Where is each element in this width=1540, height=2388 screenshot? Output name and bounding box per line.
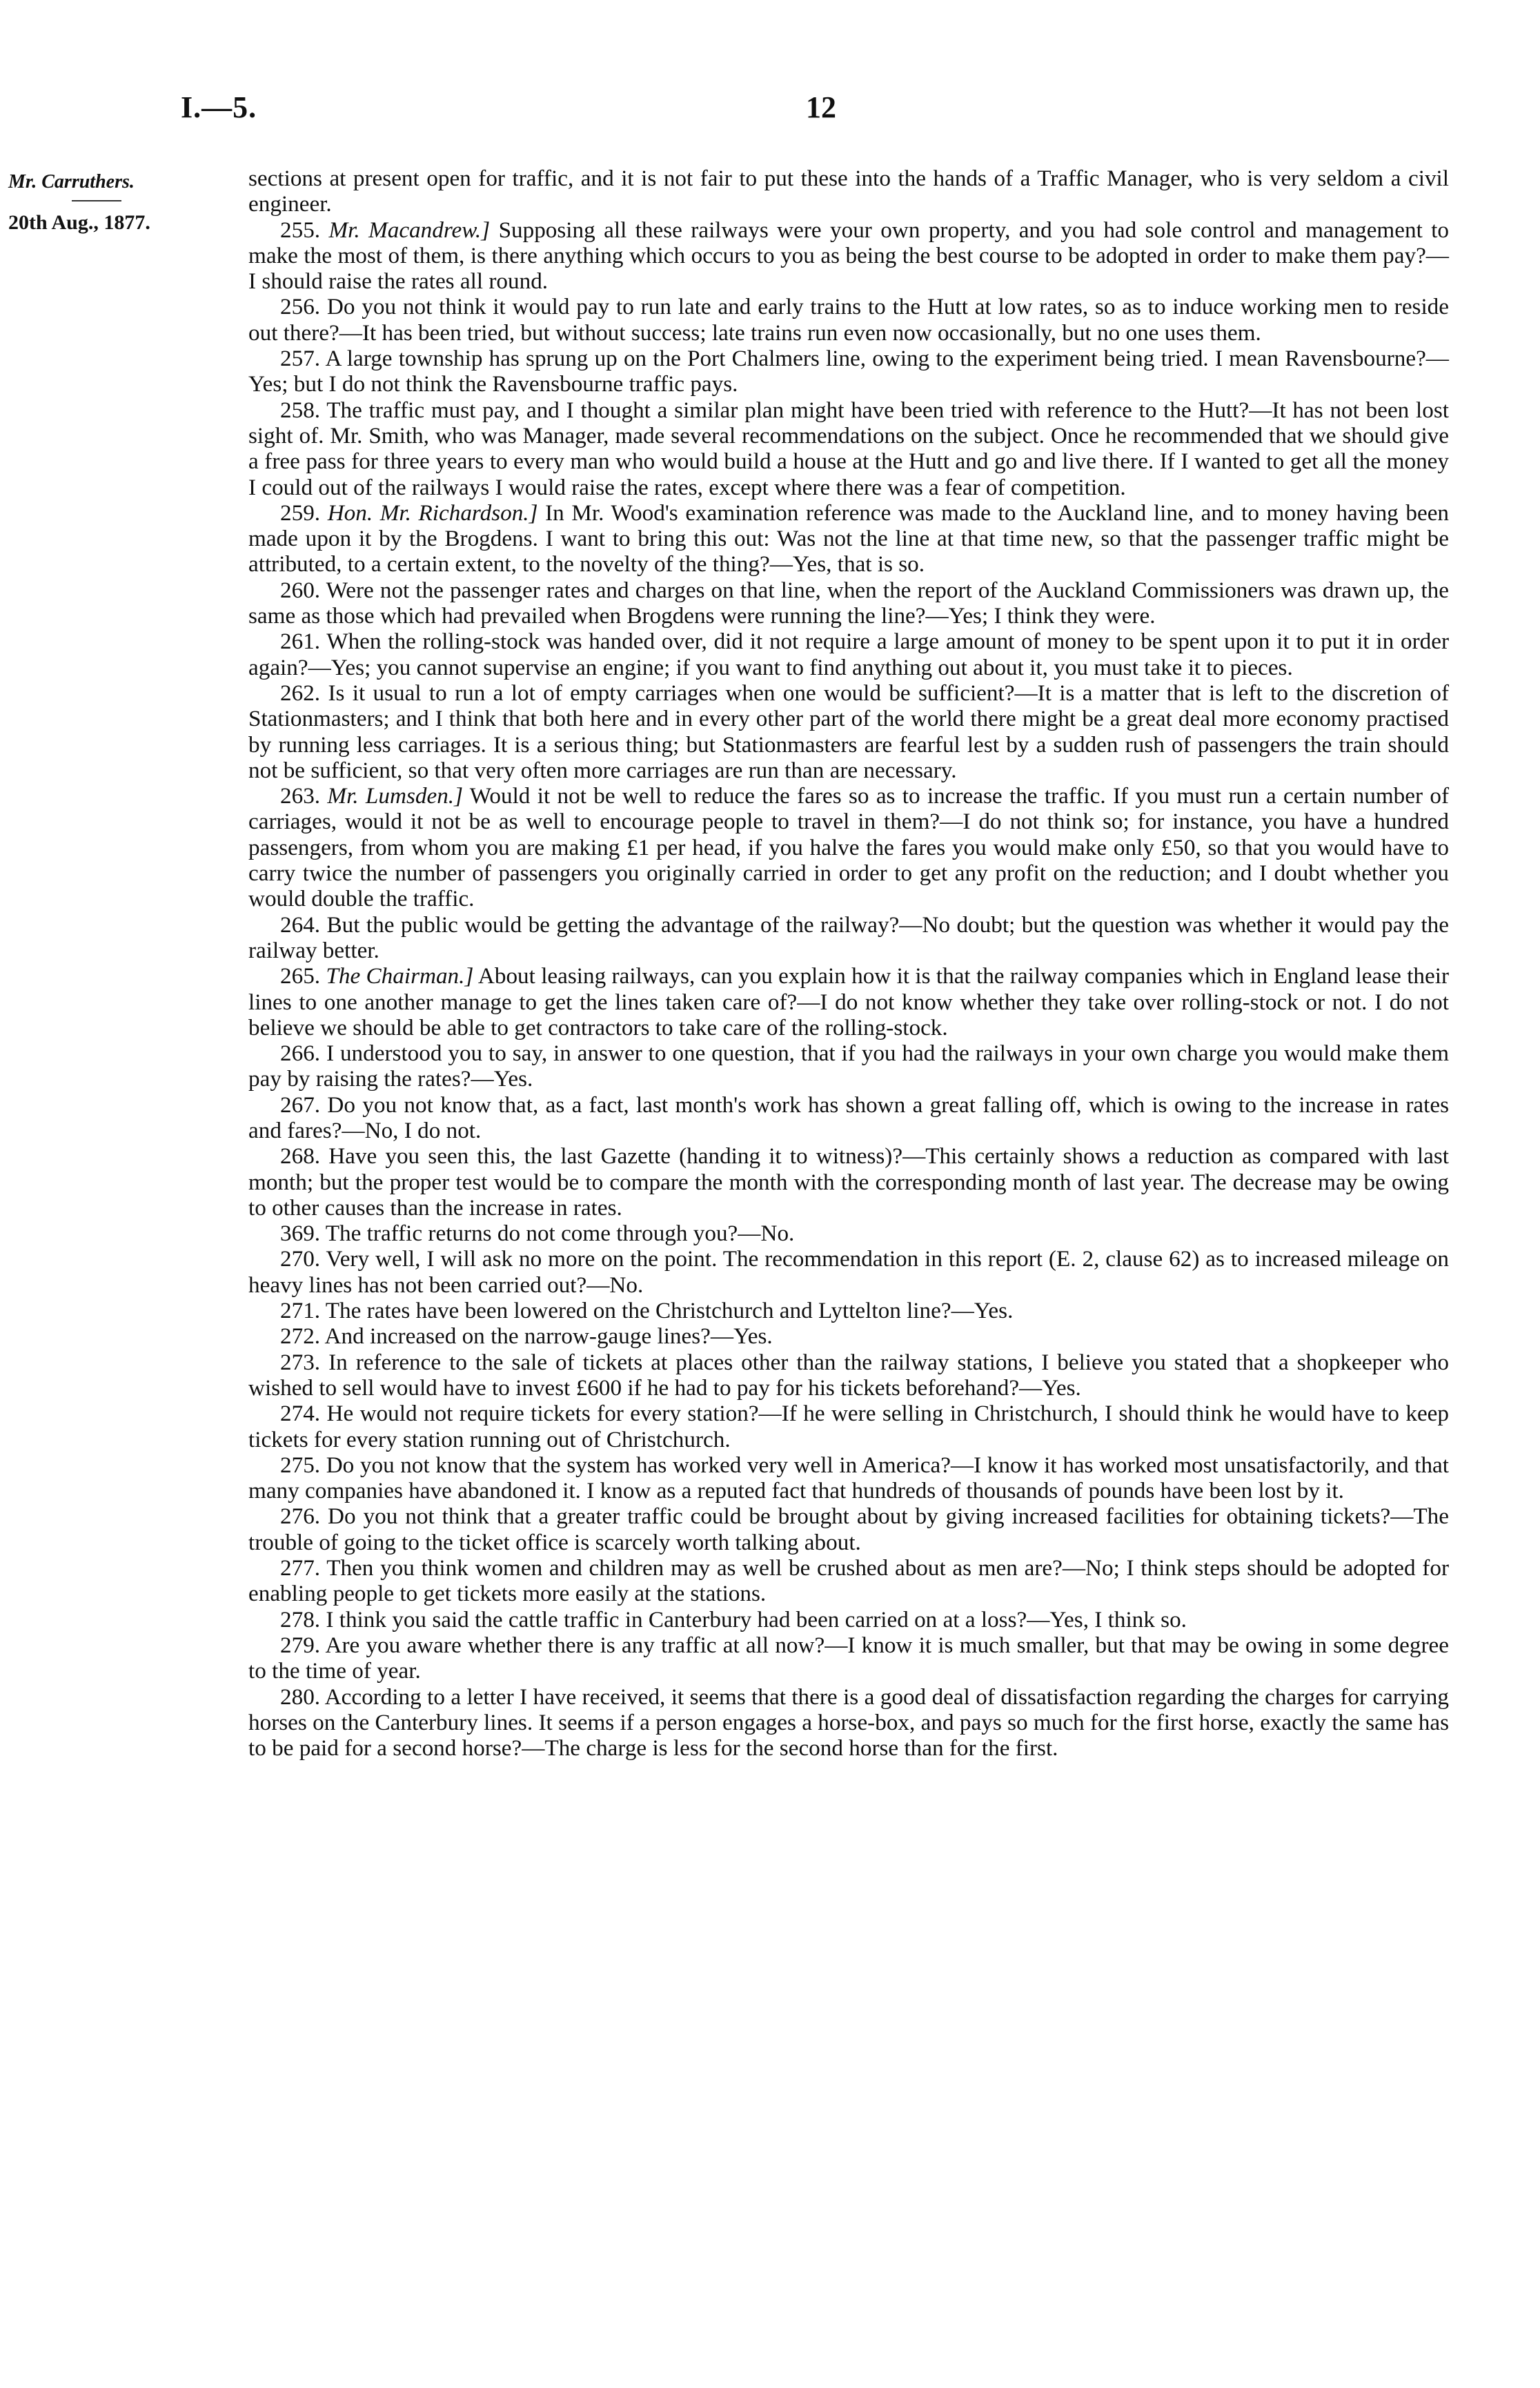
question-number: 262. <box>280 680 321 706</box>
paragraph-text: In Mr. Wood's examination reference was made to the Auckland line, and to money having been made upon it by the Brogdens. I want to bring this out: Was not the line at that time new, so that the passenger traffic might be attributed, to a certain extent, to the novelty of the thing?—Yes, that is so. <box>248 500 1450 578</box>
testimony-paragraph <box>248 578 1449 629</box>
question-number: 266. <box>280 1040 321 1067</box>
question-number: 267. <box>280 1092 321 1118</box>
question-number: 272. <box>280 1323 321 1350</box>
paragraph-text: Have you seen this, the last Gazette (handing it to witness)?—This certainly shows a reduction as compared with last month; but the proper test would be to compare the month with the corresponding month of last year. The decrease may be owing to other causes than the increase in rates. <box>248 1143 1450 1221</box>
testimony-paragraph <box>248 680 1449 783</box>
paragraph-text: The traffic returns do not come through you?—No. <box>325 1221 795 1247</box>
question-number: 264. <box>280 911 321 938</box>
margin-note <box>8 171 243 235</box>
paragraph-text: I understood you to say, in answer to one question, that if you had the railways in your own charge you would make them pay by raising the rates?—Yes. <box>248 1040 1450 1092</box>
paragraph-text: When the rolling-stock was handed over, did it not require a large amount of money to be spent upon it to put it in order again?—Yes; you cannot supervise an engine; if you want to find anything out about it, you must take it to pieces. <box>248 629 1450 680</box>
witness-name: Mr. Carruthers. <box>8 171 135 193</box>
paragraph-text: About leasing railways, can you explain how it is that the railway companies which in England lease their lines to one another manage to get the lines taken care of?—I do not know whether they take over rolling-stock or not. I do not believe we should be able to get contractors to take care of the rolling-stock. <box>248 963 1450 1040</box>
testimony-paragraph <box>248 1350 1449 1401</box>
question-number: 274. <box>280 1401 321 1427</box>
paragraph-text: sections at present open for traffic, and it is not fair to put these into the hands of a Traffic Manager, who is very seldom a civil engineer. <box>248 166 1449 217</box>
speaker-label: Hon. Mr. Richardson.] <box>327 500 538 526</box>
testimony-body <box>248 166 1449 1761</box>
testimony-paragraph <box>248 166 1449 217</box>
question-number: 261. <box>280 629 321 655</box>
margin-dash <box>72 200 121 201</box>
testimony-paragraph <box>248 1684 1449 1762</box>
question-number: 263. <box>280 783 321 809</box>
paragraph-text: Then you think women and children may as well be crushed about as men are?—No; I think steps should be adopted for enabling people to get tickets more easily at the stations. <box>248 1555 1449 1607</box>
testimony-paragraph <box>248 500 1449 578</box>
question-number: 277. <box>280 1555 321 1581</box>
testimony-paragraph <box>248 783 1449 911</box>
testimony-paragraph <box>248 1452 1449 1504</box>
question-number: 258. <box>280 397 321 423</box>
paragraph-text: Would it not be well to reduce the fares so as to increase the traffic. If you must run a certain number of carriages, would it not be as well to encourage people to travel in them?—I do not think so; for instance, you have a hundred passengers, from whom you are making £1 per head, if you halve the fares you would make only £50, so that you would have to carry twice the number of passengers you originally carried in order to get any profit on the reduction; and I doubt whether you would double the traffic. <box>248 783 1449 912</box>
paragraph-text: Do you not know that, as a fact, last month's work has shown a great falling off, which is owing to the increase in rates and fares?—No, I do not. <box>248 1092 1450 1143</box>
question-number: 256. <box>280 294 321 320</box>
paragraph-text: Is it usual to run a lot of empty carriages when one would be sufficient?—It is a matter that is left to the discretion of Stationmasters; and I think that both here and in every other part of the world there might be a great deal more economy practised by running less carriages. It is a serious thing; but Stationmasters are fearful lest by a sudden rush of passengers the train should not be sufficient, so that very often more carriages are run than are necessary. <box>248 680 1450 783</box>
paragraph-text: A large township has sprung up on the Port Chalmers line, owing to the experiment being tried. I mean Ravensbourne?—Yes; but I do not think the Ravensbourne traffic pays. <box>248 346 1449 397</box>
paragraph-text: The traffic must pay, and I thought a similar plan might have been tried with reference to the Hutt?—It has not been lost sight of. Mr. Smith, who was Manager, made several recommendations on the subject. Once he recommended that we should give a free pass for three years to every man who would build a house at the Hutt and go and live there. If I wanted to get all the money I could out of the railways I would raise the rates, except where there was a fear of competition. <box>248 397 1449 500</box>
testimony-paragraph <box>248 629 1449 680</box>
testimony-paragraph <box>248 1323 1449 1349</box>
question-number: 279. <box>280 1632 321 1658</box>
paragraph-text: Do you not think it would pay to run late and early trains to the Hutt at low rates, so as to induce working men to reside out there?—It has been tried, but without success; late trains run even now occasionally, but no one uses them. <box>248 294 1450 346</box>
testimony-paragraph <box>248 1143 1449 1221</box>
question-number: 259. <box>280 500 321 526</box>
paragraph-text: The rates have been lowered on the Christchurch and Lyttelton line?—Yes. <box>325 1298 1014 1324</box>
page-number: 12 <box>806 90 836 124</box>
paragraph-text: According to a letter I have received, it seems that there is a good deal of dissatisfaction regarding the charges for carrying horses on the Canterbury lines. It seems if a person engages a horse-box, and pays so much for the first horse, exactly the same has to be paid for a second horse?—The charge is less for the second horse than for the first. <box>248 1684 1449 1762</box>
paragraph-text: He would not require tickets for every station?—If he were selling in Christchurch, I should think he would have to keep tickets for every station running out of Christchurch. <box>248 1401 1450 1452</box>
testimony-paragraph <box>248 1092 1449 1144</box>
testimony-paragraph <box>248 346 1449 397</box>
testimony-paragraph <box>248 294 1449 346</box>
paragraph-text: And increased on the narrow-gauge lines?—Yes. <box>324 1323 773 1350</box>
question-number: 369. <box>280 1221 321 1247</box>
speaker-label: Mr. Macandrew.] <box>328 217 491 243</box>
testimony-paragraph <box>248 963 1449 1040</box>
testimony-paragraph <box>248 912 1449 964</box>
testimony-paragraph <box>248 1555 1449 1607</box>
paragraph-text: In reference to the sale of tickets at places other than the railway stations, I believe you stated that a shopkeeper who wished to sell would have to invest £600 if he had to pay for his tickets beforehand?—Yes. <box>248 1349 1449 1401</box>
paragraph-text: But the public would be getting the advantage of the railway?—No doubt; but the question was whether it would pay the railway better. <box>248 911 1449 963</box>
paragraph-text: Were not the passenger rates and charges on that line, when the report of the Auckland Commissioners was drawn up, the same as those which had prevailed when Brogdens were running the line?—Yes; I think they were. <box>248 577 1449 629</box>
testimony-paragraph <box>248 1246 1449 1298</box>
paragraph-text: Supposing all these railways were your own property, and you had sole control and management to make the most of them, is there anything which occurs to you as being the best course to be adopted in order to make them pay?—I should raise the rates all round. <box>248 217 1450 295</box>
speaker-label: The Chairman.] <box>326 963 474 989</box>
page-reference: I.—5. <box>181 90 257 124</box>
paragraph-text: Very well, I will ask no more on the point. The recommendation in this report (E. 2, clause 62) as to increased mileage on heavy lines has not been carried out?—No. <box>248 1246 1449 1298</box>
question-number: 257. <box>280 346 321 372</box>
question-number: 280. <box>280 1684 321 1710</box>
testimony-paragraph <box>248 1401 1449 1452</box>
testimony-paragraph <box>248 1503 1449 1555</box>
paragraph-text: Do you not know that the system has worked very well in America?—I know it has worked most unsatisfactorily, and that many companies have abandoned it. I know as a reputed fact that hundreds of thousands of pounds have been lost by it. <box>248 1452 1450 1504</box>
question-number: 271. <box>280 1298 321 1324</box>
question-number: 276. <box>280 1503 321 1530</box>
evidence-date: 20th Aug., 1877. <box>8 211 150 234</box>
question-number: 255. <box>280 217 321 243</box>
paragraph-text: Are you aware whether there is any traffic at all now?—I know it is much smaller, but that may be owing in some degree to the time of year. <box>248 1632 1449 1684</box>
testimony-paragraph <box>248 217 1449 295</box>
question-number: 278. <box>280 1606 321 1632</box>
testimony-paragraph <box>248 397 1449 500</box>
testimony-paragraph <box>248 1221 1449 1246</box>
question-number: 260. <box>280 577 321 603</box>
question-number: 273. <box>280 1349 321 1375</box>
paragraph-text: Do you not think that a greater traffic could be brought about by giving increased facilities for obtaining tickets?—The trouble of going to the ticket office is scarcely worth talking about. <box>248 1503 1449 1555</box>
question-number: 268. <box>280 1143 321 1170</box>
testimony-paragraph <box>248 1632 1449 1684</box>
testimony-paragraph <box>248 1607 1449 1632</box>
testimony-paragraph <box>248 1298 1449 1323</box>
question-number: 270. <box>280 1246 321 1272</box>
question-number: 275. <box>280 1452 321 1478</box>
page-header <box>0 90 1540 131</box>
testimony-paragraph <box>248 1040 1449 1092</box>
paragraph-text: I think you said the cattle traffic in Canterbury had been carried on at a loss?—Yes, I think so. <box>326 1606 1187 1632</box>
speaker-label: Mr. Lumsden.] <box>327 783 463 809</box>
question-number: 265. <box>280 963 321 989</box>
